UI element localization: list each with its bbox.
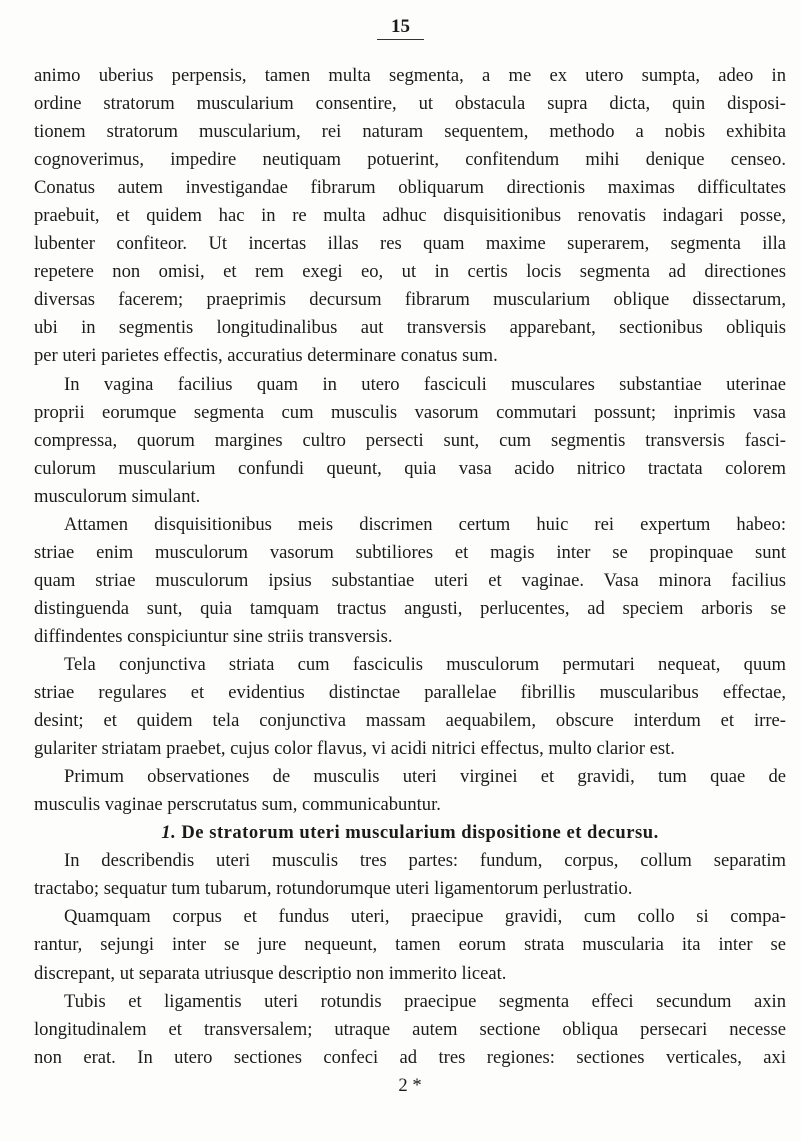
text-line: Conatus autem investigandae fibrarum obliquarum directionis maximas difficultates [34, 177, 786, 199]
text-line: diffindentes conspiciuntur sine striis transversis. [34, 625, 393, 647]
paragraph [34, 511, 786, 651]
text-line: proprii eorumque segmenta cum musculis vasorum commutari possunt; inprimis vasa [34, 401, 786, 423]
section-title: De stratorum uteri muscularium dispositione et decursu. [181, 822, 659, 844]
text-line: desint; et quidem tela conjunctiva massam aequabilem, obscure interdum et irre- [34, 710, 786, 732]
text-line: per uteri parietes effectis, accuratius determinare conatus sum. [34, 345, 498, 367]
text-line: repetere non omisi, et rem exegi eo, ut in certis locis segmenta ad directiones [34, 261, 786, 283]
paragraph [34, 651, 786, 763]
section-number: 1. [161, 822, 177, 844]
text-line: ordine stratorum muscularium consentire, ut obstacula supra dicta, quin disposi- [34, 93, 786, 115]
paragraph [34, 903, 786, 987]
text-line: Quamquam corpus et fundus uteri, praecipue gravidi, cum collo si compa- [64, 906, 786, 928]
paragraph [34, 988, 786, 1072]
paragraph [34, 847, 786, 903]
text-line: musculorum simulant. [34, 485, 201, 507]
text-line: discrepant, ut separata utriusque descriptio non immerito liceat. [34, 962, 507, 984]
text-line: musculis vaginae perscrutatus sum, communicabuntur. [34, 794, 441, 816]
text-line: In vagina facilius quam in utero fasciculi musculares substantiae uterinae [64, 373, 786, 395]
text-line: tionem stratorum muscularium, rei naturam sequentem, methodo a nobis exhibita [34, 121, 786, 143]
paragraph [34, 371, 786, 511]
signature-mark: 2 * [398, 1074, 422, 1096]
body-text [34, 62, 786, 1100]
text-line: diversas facerem; praeprimis decursum fibrarum muscularium oblique dissectarum, [34, 289, 786, 311]
text-line: distinguenda sunt, quia tamquam tractus angusti, perlucentes, ad speciem arboris se [34, 597, 786, 619]
text-line: striae regulares et evidentius distinctae parallelae fibrillis muscularibus effectae, [34, 682, 786, 704]
text-line: Tubis et ligamentis uteri rotundis praecipue segmenta effeci secundum axin [64, 990, 786, 1012]
text-line: culorum muscularium confundi queunt, quia vasa acido nitrico tractata colorem [34, 457, 786, 479]
text-line: Primum observationes de musculis uteri virginei et gravidi, tum quae de [64, 766, 786, 788]
text-line: striae enim musculorum vasorum subtiliores et magis inter se propinquae sunt [34, 541, 786, 563]
text-line: longitudinalem et transversalem; utraque autem sectione obliqua persecari necesse [34, 1018, 786, 1040]
text-line: gulariter striatam praebet, cujus color flavus, vi acidi nitrici effectus, multo clarior est. [34, 738, 675, 760]
page-number-text: 15 [377, 16, 424, 40]
text-line: praebuit, et quidem hac in re multa adhuc disquisitionibus renovatis indagari posse, [34, 205, 786, 227]
text-line: In describendis uteri musculis tres partes: fundum, corpus, collum separatim [64, 850, 786, 872]
paragraph [34, 62, 786, 371]
text-line: compressa, quorum margines cultro persecti sunt, cum segmentis transversis fasci- [34, 429, 786, 451]
section-heading [34, 819, 786, 847]
page-number [0, 16, 801, 40]
text-line: ubi in segmentis longitudinalibus aut transversis apparebant, sectionibus obliquis [34, 317, 786, 339]
text-line: Attamen disquisitionibus meis discrimen certum huic rei expertum habeo: [64, 513, 786, 535]
text-line: tractabo; sequatur tum tubarum, rotundorumque uteri ligamentorum perlustratio. [34, 878, 633, 900]
text-line: quam striae musculorum ipsius substantiae uteri et vaginae. Vasa minora facilius [34, 569, 786, 591]
text-line: animo uberius perpensis, tamen multa segmenta, a me ex utero sumpta, adeo in [34, 65, 786, 86]
text-line: Tela conjunctiva striata cum fasciculis musculorum permutari nequeat, quum [64, 653, 786, 675]
text-line: non erat. In utero sectiones confeci ad tres regiones: sectiones verticales, axi [34, 1046, 786, 1068]
text-line: cognoverimus, impedire neutiquam potuerint, confitendum mihi denique censeo. [34, 149, 786, 171]
text-line: rantur, sejungi inter se jure nequeunt, tamen eorum strata muscularia ita inter se [34, 934, 786, 956]
text-line: lubenter confiteor. Ut incertas illas res quam maxime superarem, segmenta illa [34, 233, 786, 255]
paragraph [34, 763, 786, 819]
